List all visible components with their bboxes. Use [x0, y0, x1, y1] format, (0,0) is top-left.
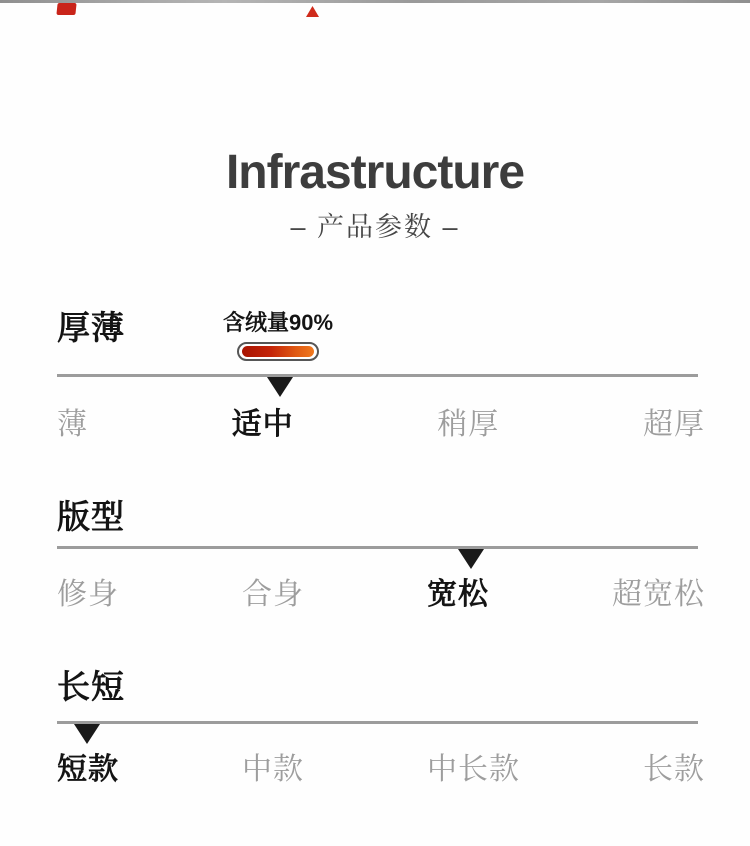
- scale-option: 超宽松: [612, 578, 705, 611]
- page-subtitle: – 产品参数 –: [290, 212, 460, 242]
- scale-option: 薄: [57, 408, 88, 441]
- scale-option: 长款: [643, 753, 705, 786]
- scale-option: 超厚: [642, 408, 705, 441]
- section-title: 厚薄: [57, 309, 125, 346]
- arrow-down-icon: [458, 549, 484, 569]
- scale-options-row: [57, 409, 705, 441]
- scale-options-row: [57, 754, 705, 786]
- scale-option-selected: 短款: [57, 753, 119, 786]
- scale-option: 合身: [242, 578, 304, 611]
- scale-option-selected: 适中: [231, 408, 294, 441]
- red-watermark-fragment: [306, 6, 319, 17]
- scale-options-row: [57, 579, 705, 611]
- down-content-label: 含绒量90%: [222, 310, 334, 335]
- page-title: Infrastructure: [225, 146, 525, 199]
- top-divider-line: [0, 0, 750, 3]
- scale-option-selected: 宽松: [427, 578, 489, 611]
- scale-line: [57, 374, 698, 377]
- scale-option: 中长款: [427, 753, 520, 786]
- scale-line: [57, 721, 698, 724]
- scale-option: 稍厚: [437, 408, 500, 441]
- gauge-fill-bar: [242, 346, 314, 357]
- down-content-gauge: [237, 342, 319, 361]
- section-title: 版型: [57, 498, 125, 535]
- scale-option: 修身: [57, 578, 119, 611]
- section-title: 长短: [57, 668, 125, 705]
- scale-option: 中款: [242, 753, 304, 786]
- scale-line: [57, 546, 698, 549]
- arrow-down-icon: [74, 724, 100, 744]
- red-watermark-fragment: [56, 3, 76, 15]
- arrow-down-icon: [267, 377, 293, 397]
